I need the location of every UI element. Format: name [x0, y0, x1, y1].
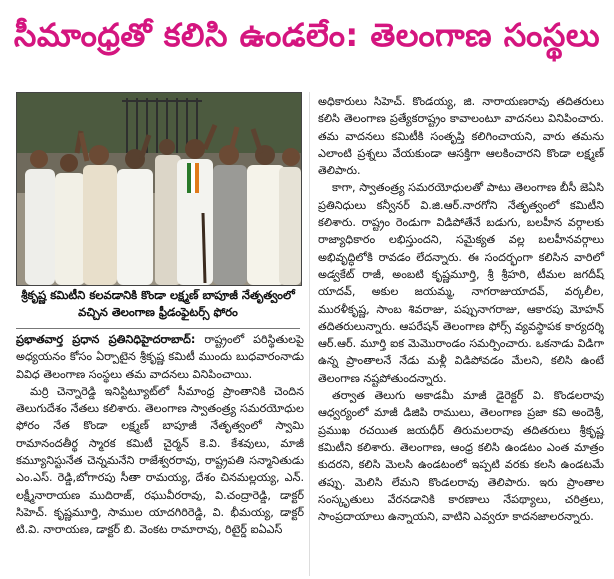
byline: ప్రభాతవార్త ప్రధాన ప్రతినిధిహైదరాబాద్:: [16, 333, 196, 346]
caption-divider: [16, 328, 300, 329]
headline: [0, 0, 614, 78]
photo-caption: [16, 287, 300, 321]
headline-text: సీమాంధ్రతో కలిసి ఉండలేం: తెలంగాణ సంస్థలు: [13, 16, 601, 54]
news-photo: [16, 92, 302, 286]
article-paragraph: కాగా, స్వాతంత్ర్య సమరయోధులతో పాటు తెలంగాణ బీసీ జెఏసి ప్రతినిధులు కన్వీనర్ వి.జి.ఆర్.నారగోని నేతృత్వంలో కమిటీని కలిశారు. రాష్ట్రం రెండుగా విడిపోతేనే బడుగు, బలహీన వర్గాలకు రాజ్యాధికారం లభిస్తుందని, సమైక్యత వల్ల బలహీనవర్గాలు అభివృద్ధిలోకి రావడం లేదన్నారు. ఈ సందర్భంగా కలిసిన వారిలో అడ్వకేట్ రాజీ, అంబటి కృష్ణమూర్తి, శ్రీ శ్రీహరి, టీమల జగదీష్ యాదవ్, అకుల జయమ్మ, నాగరాజుయాదవ్, వర్కలీల, మురళీకృష్ణ, సాంబ శివరాజు, పప్పునాగరాజు, ఆకారపు మోహన్ తదితరులున్నారు. ఆపరేషన్ తెలంగాణ ఫోర్స్ వ్యవస్థాపక కార్యదర్శి ఆర్.ఆర్. మూర్తి ఐక మెమొరాండం సమర్పించారు. ఒకనాడు విడిగా ఉన్న ప్రాంతాలనే నేడు మళ్లీ విడిపోవడం మేలని, కలిసి ఉంటే తెలంగాణ నష్టపోతుందన్నారు.: [318, 181, 604, 385]
caption-line-2: వచ్చిన తెలంగాణ ఫ్రీడంఫైటర్స్ ఫోరం: [78, 305, 238, 319]
caption-line-1: శ్రీకృష్ణ కమిటీని కలవడానికి కొండా లక్ష్మణ్ బాపూజీ నేతృత్వంలో: [21, 288, 295, 302]
article-paragraph: తర్వాత తెలుగు అకాడమీ మాజీ డైరెక్టర్ వి. కొండలరావు ఆధ్వర్యంలో మాజీ డిజిపి రాములు, తెలంగాణ ప్రజా కవి అందెశ్రీ, ప్రముఖ రచయిత జయధీర్ తిరుమలరావు తదితరులు శ్రీకృష్ణ కమిటీని కలిశారు. తెలంగాణ, ఆంధ్ర కలిసి ఉండటం ఎంత మాత్రం కుదరని, కలిసి మెలసి ఉండటంలో ఇప్పటి వరకు కలసి ఉండటమే తప్పు. మెలిసి లేమని కొండలరావు తెలిపారు. ఇరు ప్రాంతాల సంస్కృతులు వేరనడానికి కారణాలు నేపథ్యాలు, చరిత్రలు, సాంప్రదాయాలు ఉన్నాయని, వాటిని ఎవ్వరూ కాదనజాలరన్నారు.: [318, 389, 604, 524]
article-paragraph: [16, 331, 304, 383]
article-column-left: [16, 331, 304, 539]
column-divider: [309, 92, 310, 576]
group-protest-photo: [17, 93, 301, 285]
article-paragraph: అధికారులు సిహెచ్. కొండయ్య, జి. నారాయణరావు తదితరులు కలిసి తెలంగాణ ప్రత్యేకరాష్ట్రం కావాలంటూ వాదనలు వినిపించారు. తమ వాదనలు కమిటీకి సంతృప్తి కలిగించాయని, వారు తమను ఎలాంటి ప్రశ్నలు వేయకుండా ఆసక్తిగా ఆలకించారని కొండా లక్ష్మణ్ తెలిపారు.: [318, 95, 604, 178]
article-column-right: [318, 93, 604, 525]
article-lead-text: రాష్ట్రంలో పరిస్థితులపై అధ్యయనం కోసం ఏర్పాటైన శ్రీకృష్ణ కమిటీ ముందు బుధవారంనాడు వివిధ తెలంగాణ సంస్థలు తమ వాదనలు వినిపించాయి.: [16, 333, 305, 381]
article-paragraph: మర్రి చెన్నారెడ్డి ఇనిస్టిట్యూట్‌లో సీమాంధ్ర ప్రాంతానికి చెందిన తెలుగుదేశం నేతలు కలిశారు. తెలంగాణ స్వాతంత్ర్య సమరయోధుల ఫోరం నేత కొండా లక్ష్మణ్ బాపూజీ నేతృత్వంలో స్వామి రామానందతీర్థ స్మారక కమిటీ చైర్మన్ కె.వి. కేశవులు, మాజీ కమ్యూనిస్టునేత చెన్నమనేని రాజేశ్వరరావు, రాష్ట్రపతి సన్మానితుడు ఎం.ఎస్. రెడ్డి,బోగారపు సీతా రామయ్య, దేశం చినమల్లయ్య, ఎన్. లక్ష్మీనారాయణ ముదిరాజ్, రఘువీరరావు, వి.చంద్రారెడ్డి, డాక్టర్ సిహెచ్. కృష్ణమూర్తి, సాముల యాదగిరిరెడ్డి, వి. భీమయ్య, డాక్టర్ టి.వి. నారాయణ, డాక్టర్ బి. వెంకట రామారావు, రిటైర్డ్ ఐఏఎస్: [16, 384, 304, 537]
